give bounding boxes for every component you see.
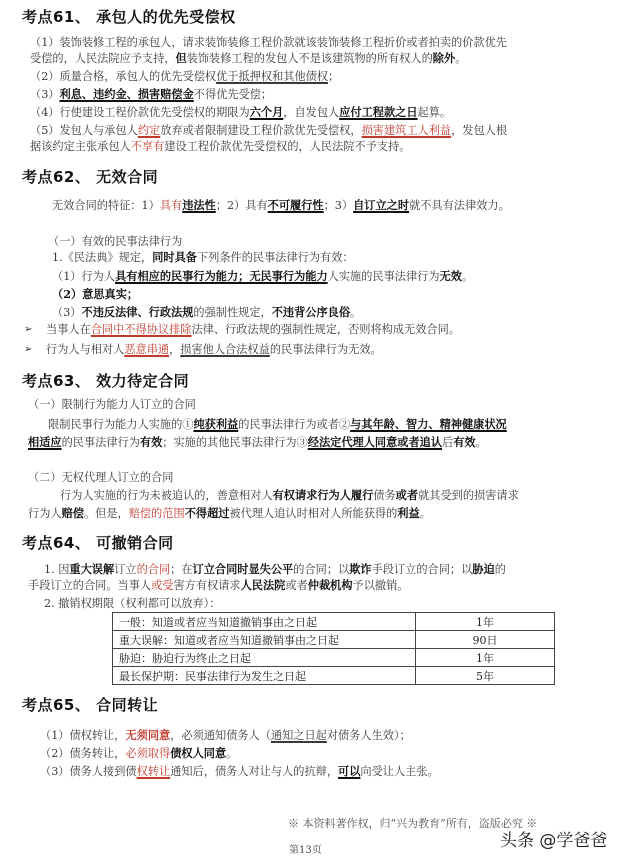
text: 建设工程价款优先受偿权的，人民法院不予支持。 [164,140,411,153]
s64-p1b [28,578,408,593]
text: 具有 [159,199,183,212]
table-cell-key: 重大误解：知道或者应当知道撤销事由之日起 [113,631,416,649]
text: 放弃或者限制建设工程价款优先受偿权， [160,124,362,137]
text: 手段订立的合同；以 [371,563,473,576]
text: 行为人与相对人 [46,343,125,356]
text: 恶意串通 [124,343,170,356]
s61-line2 [30,69,339,84]
text: 。 [419,507,431,520]
text: ，发包人根 [451,124,508,137]
text: 利息、违约金、损害赔偿金 [59,87,194,101]
text: 或者 [395,488,419,502]
table-cell-value: 1年 [416,649,555,667]
text: 装饰装修工程的发包人不是该建筑物的所有权人的 [186,52,433,65]
text: 合同中不得协议排除 [90,323,192,336]
text: 约定 [137,124,161,137]
text: 应付工程款之日 [339,105,418,119]
text: 的合同 [136,563,171,576]
text: 不违背公序良俗 [271,305,351,319]
text: 纯获利益 [193,417,239,431]
text: （3） [30,88,60,101]
text: 的合同；以 [293,563,350,576]
s64-p1a [44,562,506,577]
table-cell-value: 1年 [416,613,555,631]
s61-line1b [30,51,466,66]
text: 自订立之时 [353,198,410,212]
text: 赔偿的范围 [128,507,185,520]
table-row [113,613,555,631]
table-row [113,649,555,667]
s62-cond2: （2）意思真实； [52,287,139,301]
text: 必须取得 [125,747,171,760]
text: 害方有权请求 [173,579,241,592]
text: 权转让 [136,765,171,778]
text: （3）债务人接到债 [40,765,137,778]
text: 予以撤销。 [352,579,409,592]
text: ；实施的其他民事法律行为③ [162,436,308,449]
table-row [113,667,555,685]
text: 行为人实施的行为未被追认的，善意相对人 [60,489,273,502]
text: 行为人 [28,507,62,520]
copyright-notice: ※ 本资料著作权，归“兴为教育”所有，盗版必究 ※ [288,817,538,830]
text: 仲裁机构 [307,578,353,592]
text: 重大误解 [69,562,115,576]
text: 通知之日起 [270,729,327,742]
text: 据该约定主张承包人 [30,140,131,153]
table-cell-key: 最长保护期：民事法律行为发生之日起 [113,667,416,685]
text: 或受 [151,579,174,592]
text: 。 [475,436,487,449]
s61-line4 [30,105,451,120]
s62-cond1 [52,269,473,284]
text: 的民事法律行为 [61,436,140,449]
text: 对债务人生效）； [326,729,411,742]
text: 下列条件的民事法律行为有效： [196,251,354,264]
text: 不得超过 [184,506,230,520]
text: 1. 因 [44,563,70,576]
text: 债务 [373,489,396,502]
section-63-title: 考点63、 效力待定合同 [22,372,190,390]
text: 。 [226,747,238,760]
s63-p2b [28,506,431,521]
text: ；在 [170,563,193,576]
text: （3） [52,306,82,319]
table-row [113,631,555,649]
section-65-title: 考点65、 合同转让 [22,696,159,714]
text: 无效合同的特征：1） [52,199,160,212]
text: （4）行使建设工程价款优先受偿权的期限为 [30,106,250,119]
s63-p1b [28,435,487,450]
text: 有权请求行为人履行 [272,488,374,502]
table-cell-key: 胁迫：胁迫行为终止之日起 [113,649,416,667]
text: 具有相应的民事行为能力；无民事行为能力 [115,269,328,283]
text: 违法性 [182,198,216,212]
text: 的 [494,563,506,576]
table-cell-value: 90日 [416,631,555,649]
text: 胁迫 [472,562,495,576]
section-62-title: 考点62、 无效合同 [22,168,159,186]
table-cell-value: 5年 [416,667,555,685]
text: 债权人同意 [170,746,227,760]
text: 的强制性规定， [193,306,272,319]
s62-rule [52,250,354,265]
text: 不可履行性 [267,198,324,212]
s65-line2 [40,746,237,761]
text: （1）债权转让， [40,729,126,742]
text: 损害建筑工人利益 [361,124,452,137]
text: 。 [350,306,362,319]
s63-sub2: （二）无权代理人订立的合同 [28,471,174,484]
text: 订立合同时显失公平 [192,562,294,576]
text: 受偿的，人民法院应予支持， [30,52,176,65]
text: 的民事法律行为或者② [238,418,351,431]
text: （2）质量合格，承包人的优先受偿权 [30,70,217,83]
text: 同时具备 [152,250,197,264]
text: 后 [442,436,454,449]
s64-p2: 2. 撤销权期限（权利都可以放弃）： [44,597,221,610]
s62-cond3 [52,305,361,320]
text: ；3） [323,199,354,212]
s65-line1 [40,728,411,743]
text: 无效 [439,269,462,283]
bullet-arrow-icon: ➢ [24,344,33,355]
text: 1.《民法典》规定， [52,251,153,264]
text: 无须同意 [125,728,171,742]
text: 起算。 [417,106,452,119]
section-64-title: 考点64、 可撤销合同 [22,534,174,552]
text: 向受让人主张。 [360,765,439,778]
text: 不违反法律、行政法规 [81,305,194,319]
text: 与其年龄、智力、精神健康状况 [350,417,507,431]
text: 损害他人合法权益 [180,343,270,356]
table-cell-key: 一般：知道或者应当知道撤销事由之日起 [113,613,416,631]
text: 。 [455,52,467,65]
watermark: 头条 @学爸爸 [500,831,608,851]
text: 当事人在 [46,323,91,336]
text: ； [328,70,340,83]
text: 就其受到的损害请求 [418,489,519,502]
text: 优于抵押权和其他债权 [216,70,329,83]
text: ，自发包人 [283,106,340,119]
text: 但 [175,51,187,65]
s61-line5a [30,123,507,138]
text: 就不具有法律效力。 [409,199,510,212]
s62-subheading: （一）有效的民事法律行为 [48,235,183,248]
text: ， [169,343,181,356]
s63-p1a [48,417,507,432]
s62-intro [52,198,510,213]
text: （2）债务转让， [40,747,126,760]
text: 除外 [432,51,456,65]
s61-line5b [30,139,410,154]
text: （1）行为人 [52,270,116,283]
text: ；2）具有 [215,199,268,212]
s62-bullet2 [46,342,382,357]
s65-line3 [40,764,439,779]
text: ，必须通知债务人（ [170,729,271,742]
s61-line1a: （1）装饰装修工程的承包人，请求装饰装修工程价款就该装饰装修工程折价或者拍卖的价款优先 [30,36,507,49]
text: 人实施的民事法律行为 [327,270,440,283]
text: 法律、行政法规的强制性规定，否则将构成无效合同。 [191,323,460,336]
text: （5）发包人与承包人 [30,124,138,137]
text: 通知后，债务人对让与人的抗辩， [170,765,339,778]
text: 不享有 [130,140,165,153]
text: 手段订立的合同。当事人 [28,579,152,592]
text: 经法定代理人同意或者追认 [307,435,443,449]
revocation-period-table [112,612,555,685]
text: 可以 [338,764,361,778]
text: 欺诈 [349,562,372,576]
s63-sub1: （一）限制行为能力人订立的合同 [28,398,196,411]
text: 限制民事行为能力人实施的① [48,418,194,431]
text: 不得优先受偿； [193,88,273,101]
s61-line3 [30,87,272,102]
text: 有效 [453,435,476,449]
text: 人民法院 [240,578,286,592]
s63-p2a [60,488,519,503]
text: 六个月 [249,105,284,119]
section-61-title: 考点61、 承包人的优先受偿权 [22,8,236,26]
bullet-arrow-icon: ➢ [24,324,33,335]
text: 。 [461,270,474,283]
s62-bullet1 [46,322,460,337]
text: 利益 [397,506,420,520]
text: 的民事法律行为无效。 [269,343,382,356]
text: 有效 [139,435,163,449]
text: 相适应 [28,435,62,449]
text: 赔偿 [61,506,84,520]
text: 或者 [285,579,308,592]
text: 。但是， [83,507,129,520]
page-number: 第13页 [289,845,322,856]
text: 被代理人追认时相对人所能获得的 [229,507,398,520]
text: 订立 [114,563,137,576]
